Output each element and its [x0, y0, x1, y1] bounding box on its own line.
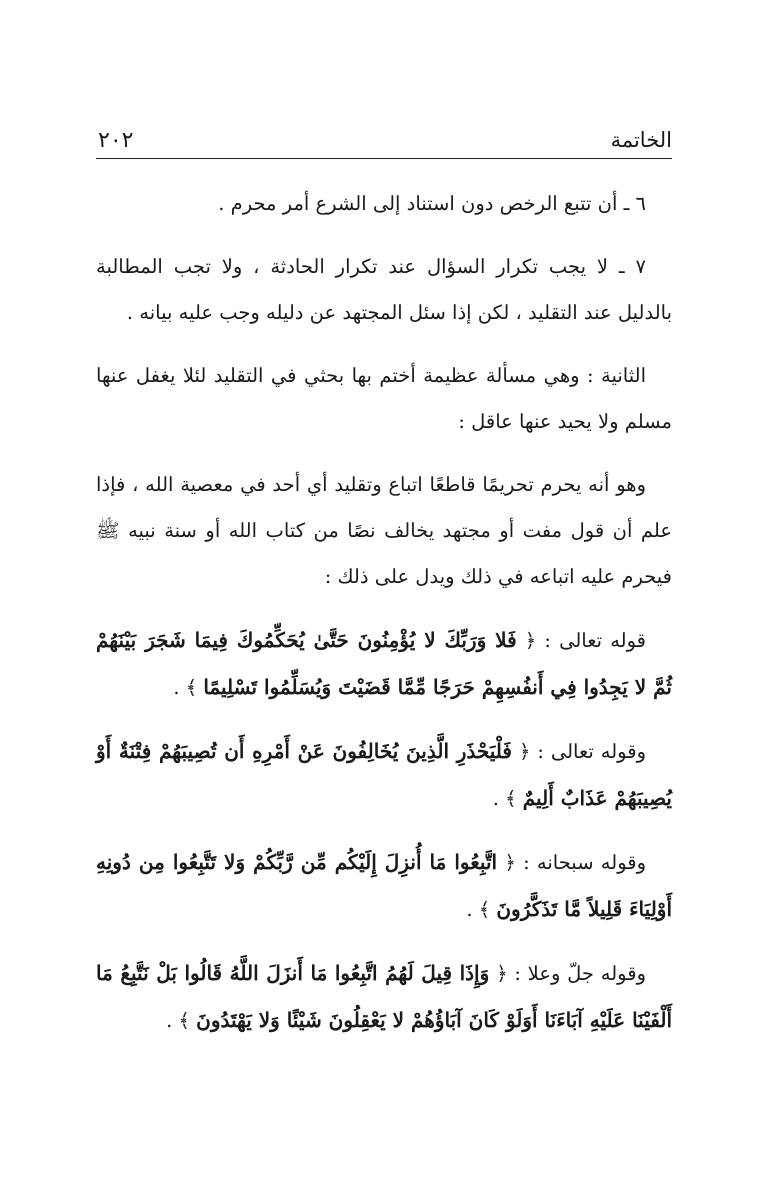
- quran-quote: [96, 728, 672, 822]
- quran-verse: اتَّبِعُوا مَا أُنزِلَ إِلَيْكُم مِّن رَّبِّكُمْ وَلا تَتَّبِعُوا مِن دُونِهِ أَوْلِيَاءَ قَلِيلاً مَّا تَذَكَّرُونَ: [96, 850, 672, 921]
- quran-verse: فَلا وَرَبِّكَ لا يُؤْمِنُونَ حَتَّىٰ يُحَكِّمُوكَ فِيمَا شَجَرَ بَيْنَهُمْ ثُمَّ لا يَجِدُوا فِي أَنفُسِهِمْ حَرَجًا مِّمَّا قَضَيْتَ وَيُسَلِّمُوا تَسْلِيمًا: [96, 628, 672, 699]
- quote-open-bracket: ﴿: [518, 740, 531, 763]
- quran-verse: وَإِذَا قِيلَ لَهُمُ اتَّبِعُوا مَا أَنزَلَ اللَّهُ قَالُوا بَلْ نَتَّبِعُ مَا أَلْفَيْنَا عَلَيْهِ آبَاءَنَا أَوَلَوْ كَانَ آبَاؤُهُمْ لا يَعْقِلُونَ شَيْئًا وَلا يَهْتَدُونَ: [96, 961, 672, 1032]
- book-page: [96, 118, 672, 1061]
- paragraph-second-issue: الثانية : وهي مسألة عظيمة أختم بها بحثي في التقليد لئلا يغفل عنها مسلم ولا يحيد عنها عاقل :: [96, 364, 672, 433]
- running-header: [96, 118, 672, 159]
- quran-quote: [96, 950, 672, 1044]
- quran-quote: [96, 617, 672, 711]
- quote-close-bracket: ﴾ .: [492, 787, 517, 810]
- paragraph-prohibition: وهو أنه يحرم تحريمًا قاطعًا اتباع وتقليد أي أحد في معصية الله ، فإذا علم أن قول مفت أو مجتهد يخالف نصًا من كتاب الله أو سنة نبيه ﷺ فيحرم عليه اتباعه في ذلك ويدل على ذلك :: [96, 473, 672, 588]
- quote-intro: وقوله جلّ وعلا :: [514, 962, 646, 985]
- quran-quote: [96, 839, 672, 933]
- quote-open-bracket: ﴿: [524, 629, 537, 652]
- page-number: ٢٠٢: [98, 128, 134, 153]
- quote-intro: قوله تعالى :: [544, 629, 647, 652]
- quote-close-bracket: ﴾ .: [466, 898, 491, 921]
- quote-close-bracket: ﴾ .: [166, 1009, 190, 1032]
- quote-open-bracket: ﴿: [496, 962, 508, 985]
- page-body: [96, 181, 672, 1044]
- quran-verse: فَلْيَحْذَرِ الَّذِينَ يُخَالِفُونَ عَنْ أَمْرِهِ أَن تُصِيبَهُمْ فِتْنَةٌ أَوْ يُصِيبَهُمْ عَذَابٌ أَلِيمٌ: [96, 739, 672, 810]
- quote-open-bracket: ﴿: [504, 851, 516, 874]
- paragraph-item-6: ٦ ـ أن تتبع الرخص دون استناد إلى الشرع أمر محرم .: [218, 192, 646, 215]
- chapter-title: الخاتمة: [610, 128, 672, 152]
- paragraph-item-7: ٧ ـ لا يجب تكرار السؤال عند تكرار الحادثة ، ولا تجب المطالبة بالدليل عند التقليد ، لكن إذا سئل المجتهد عن دليله وجب عليه بيانه .: [96, 255, 672, 324]
- quote-intro: وقوله تعالى :: [537, 740, 646, 763]
- quote-intro: وقوله سبحانه :: [523, 851, 647, 874]
- quote-close-bracket: ﴾ .: [173, 676, 198, 699]
